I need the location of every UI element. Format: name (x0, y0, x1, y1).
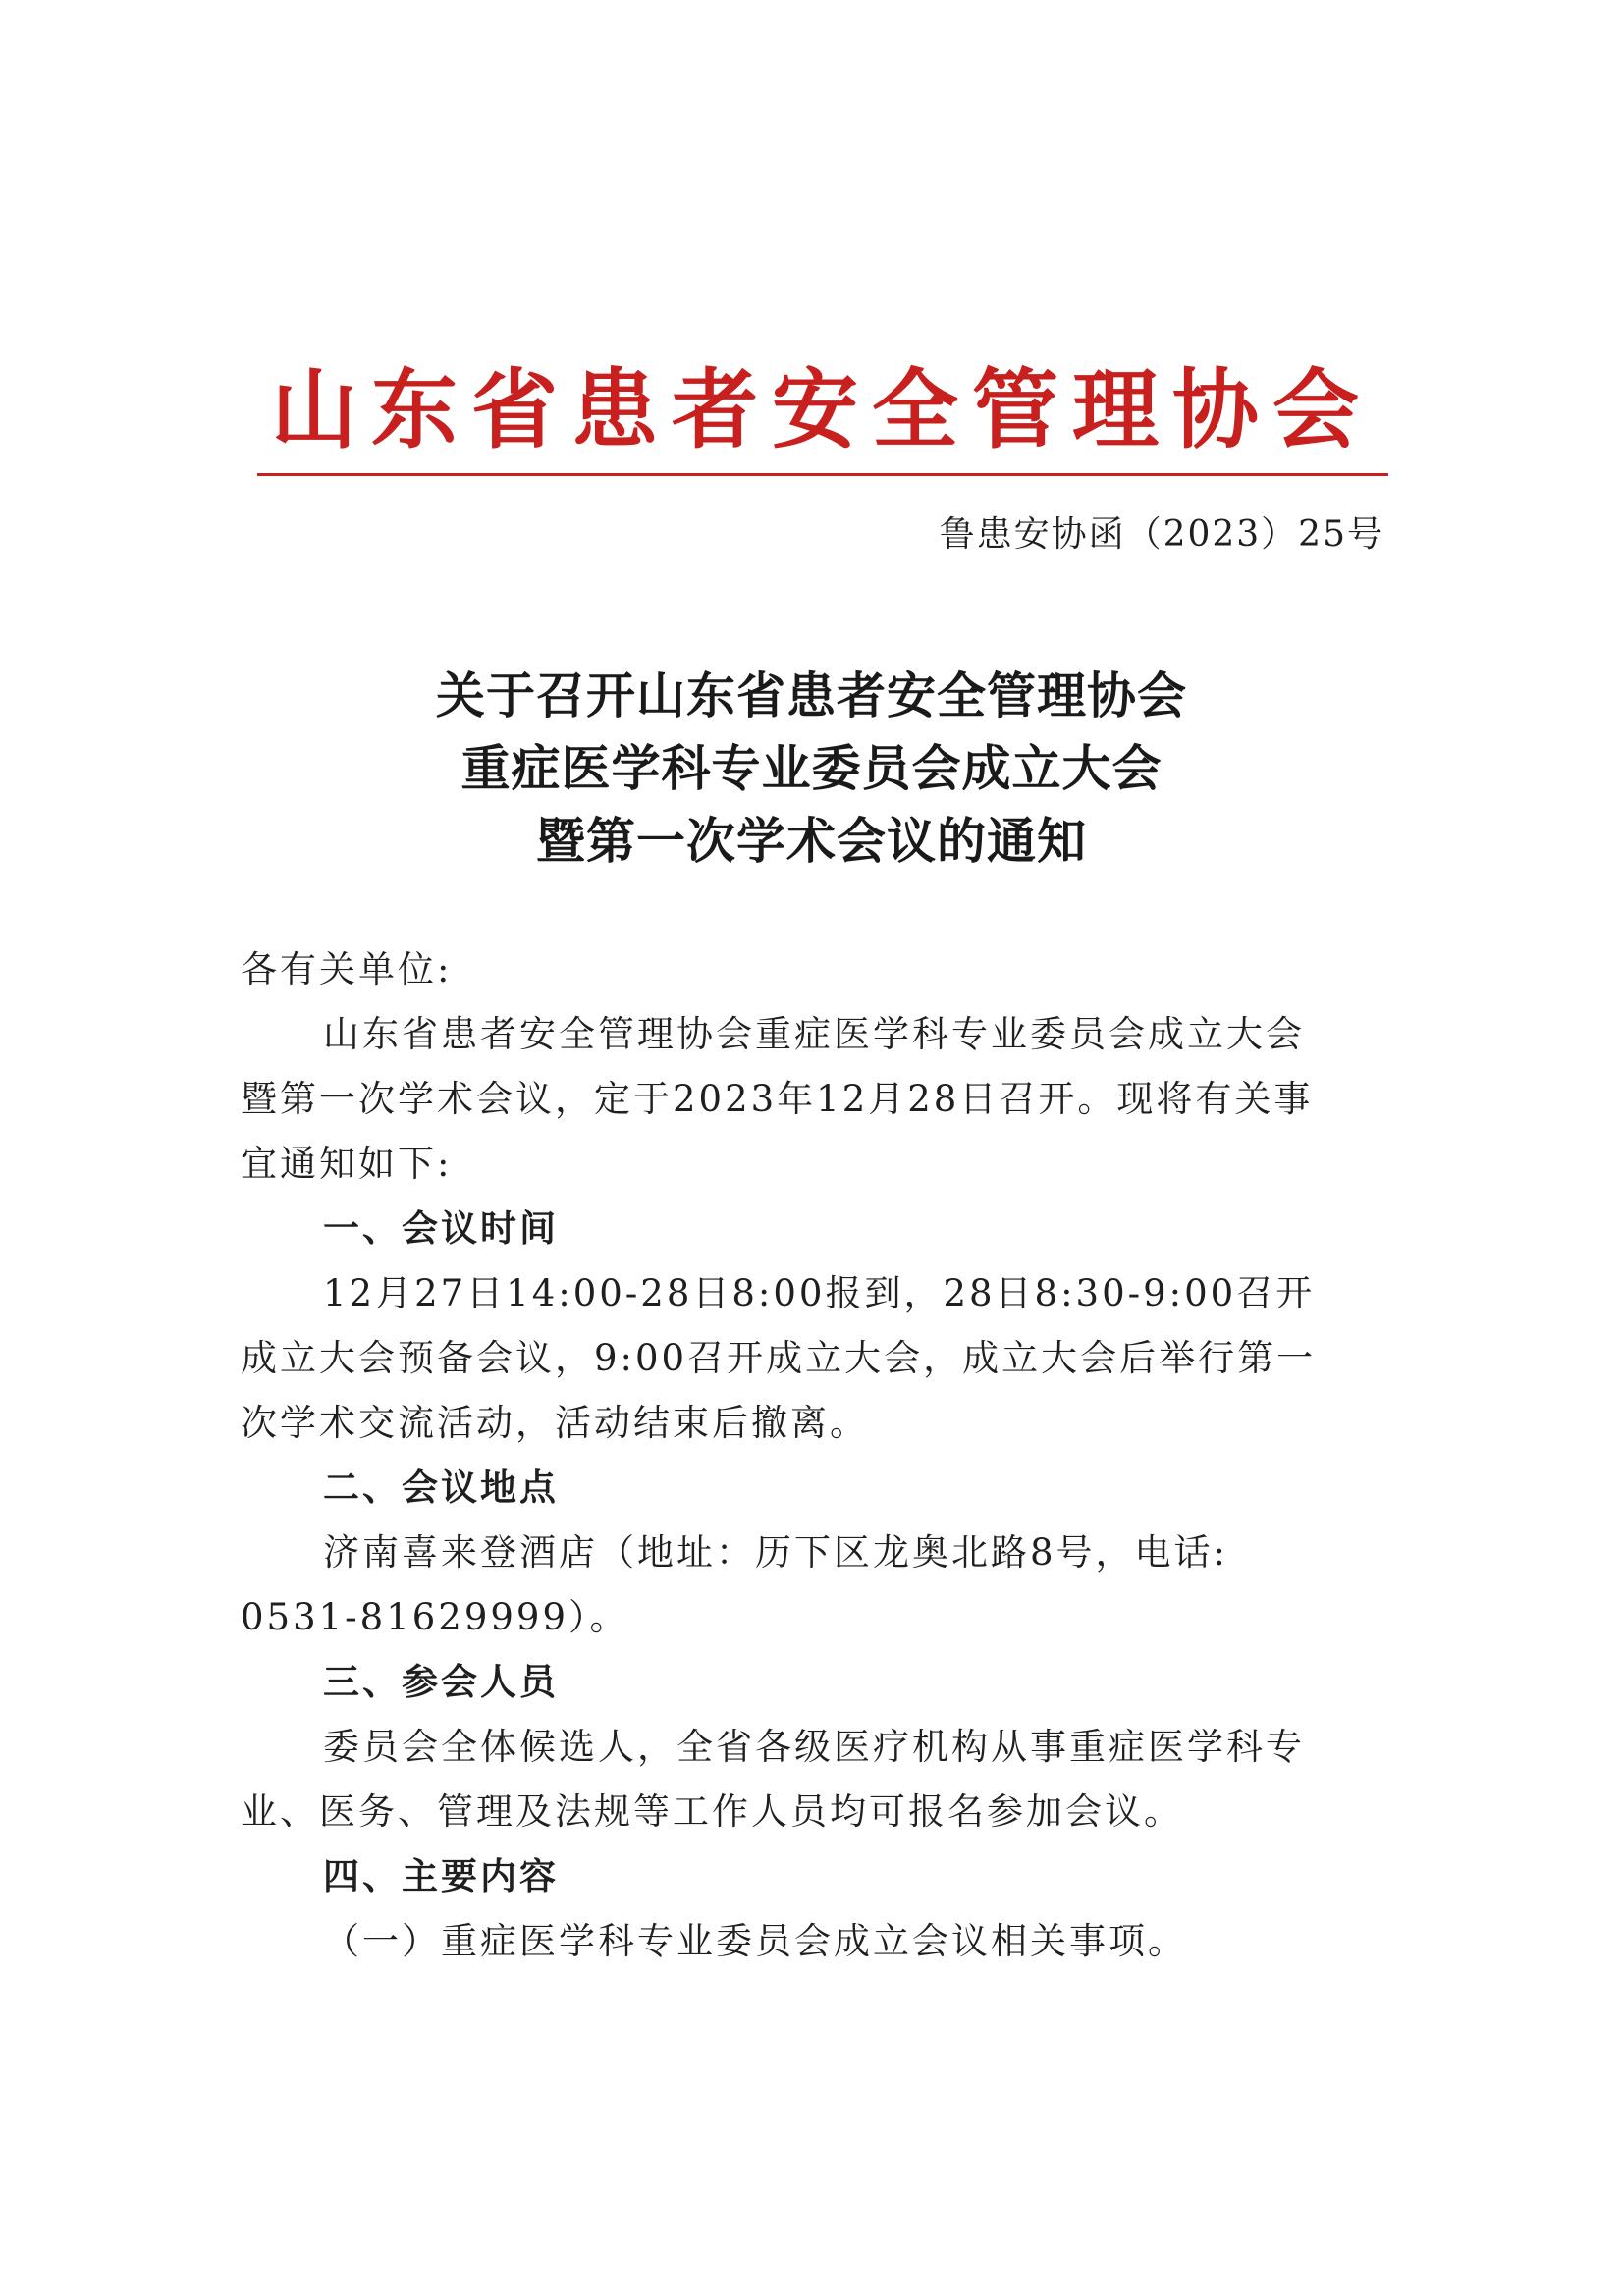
intro-line-3: 宜通知如下: (241, 1143, 453, 1185)
section-heading-main-content: 四、主要内容 (323, 1855, 559, 1897)
attendees-line-1: 委员会全体候选人，全省各级医疗机构从事重症医学科专 (323, 1726, 1305, 1768)
intro-line-2: 暨第一次学术会议，定于2023年12月28日召开。现将有关事 (241, 1078, 1314, 1120)
meeting-time-line-2: 成立大会预备会议，9:00召开成立大会，成立大会后举行第一 (241, 1337, 1317, 1379)
attendees-line-2: 业、医务、管理及法规等工作人员均可报名参加会议。 (241, 1790, 1183, 1833)
main-content-line-1: （一）重症医学科专业委员会成立会议相关事项。 (323, 1920, 1187, 1962)
section-heading-attendees: 三、参会人员 (323, 1661, 559, 1703)
section-heading-meeting-location: 二、会议地点 (323, 1467, 559, 1509)
document-number: 鲁患安协函（2023）25号 (939, 514, 1384, 555)
notice-body (241, 937, 1399, 1974)
intro-line-1: 山东省患者安全管理协会重症医学科专业委员会成立大会 (323, 1013, 1305, 1055)
title-line-2: 重症医学科专业委员会成立大会 (460, 740, 1163, 797)
meeting-time-line-3: 次学术交流活动，活动结束后撤离。 (241, 1402, 869, 1444)
meeting-location-line-2: 0531-81629999）。 (241, 1596, 629, 1638)
letterhead-org-name: 山东省患者安全管理协会 (270, 358, 1373, 460)
salutation: 各有关单位: (241, 948, 453, 990)
section-heading-meeting-time: 一、会议时间 (323, 1207, 559, 1250)
meeting-location-line-1: 济南喜来登酒店（地址：历下区龙奥北路8号，电话: (323, 1531, 1229, 1574)
title-line-1: 关于召开山东省患者安全管理协会 (436, 667, 1187, 724)
title-line-3: 暨第一次学术会议的通知 (536, 813, 1087, 870)
letterhead-red-rule (257, 473, 1388, 476)
meeting-time-line-1: 12月27日14:00-28日8:00报到，28日8:30-9:00召开 (323, 1272, 1316, 1314)
notice-title (236, 660, 1387, 878)
